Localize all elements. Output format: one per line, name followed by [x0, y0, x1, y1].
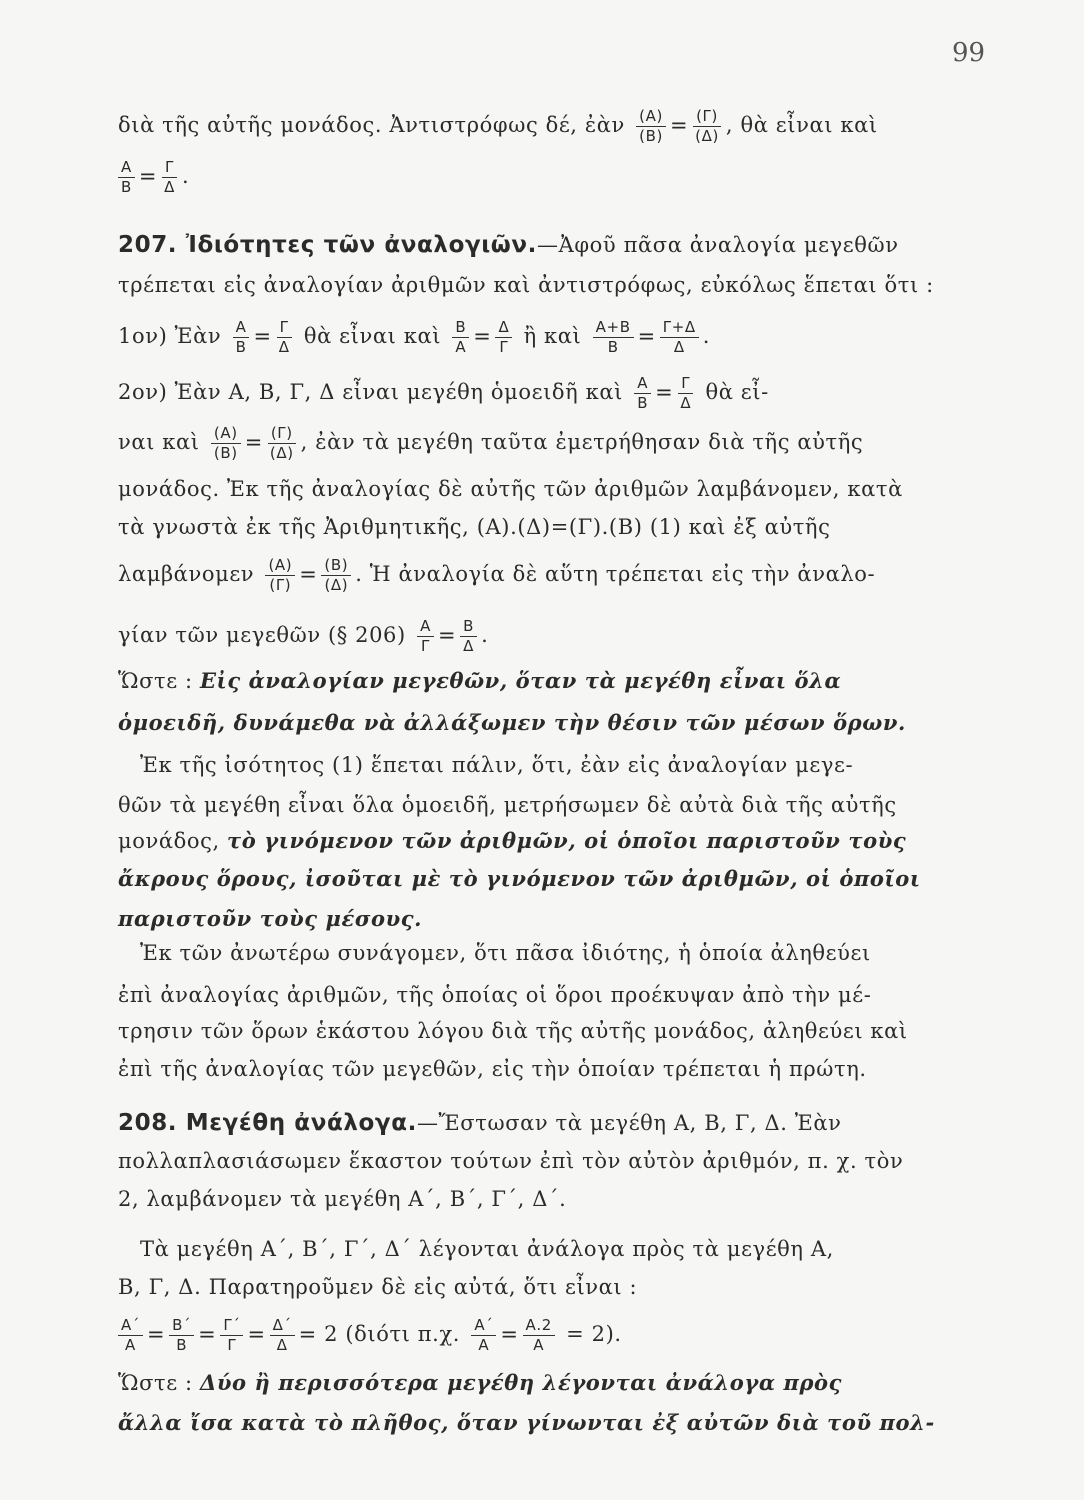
- fraction: [211, 424, 241, 463]
- text: μονάδος. Ἐκ τῆς ἀναλογίας δὲ αὐτῆς τῶν ἀριθμῶν λαμβάνομεν, κατὰ: [118, 477, 903, 501]
- text-line: [118, 826, 988, 856]
- fraction: [495, 318, 512, 357]
- numerator: Α΄: [118, 1316, 143, 1336]
- text: Τὰ μεγέθη Α΄, Β΄, Γ΄, Δ΄ λέγονται ἀνάλογα πρὸς τὰ μεγέθη Α,: [140, 1237, 834, 1261]
- fraction: [523, 1316, 555, 1355]
- numerator: Δ: [495, 318, 512, 338]
- text: 2 (διότι π.χ.: [324, 1322, 461, 1346]
- numerator: Δ΄: [270, 1316, 295, 1336]
- text: —Ἔστωσαν τὰ μεγέθη Α, Β, Γ, Δ. Ἐὰν: [416, 1111, 842, 1135]
- text: .: [702, 324, 711, 348]
- rule-statement: τὸ γινόμενον τῶν ἀριθμῶν, οἱ ὁποῖοι παριστοῦν τοὺς: [227, 828, 907, 853]
- numerator: (Γ): [268, 424, 296, 444]
- equals-sign: =: [247, 1322, 266, 1346]
- equals-sign: =: [253, 324, 272, 348]
- text: τρέπεται εἰς ἀναλογίαν ἀριθμῶν καὶ ἀντιστρόφως, εὐκόλως ἕπεται ὅτι :: [118, 273, 934, 297]
- text: λαμβάνομεν: [118, 562, 255, 586]
- text: , ἐὰν τὰ μεγέθη ταῦτα ἐμετρήθησαν διὰ τῆς αὐτῆς: [300, 430, 864, 454]
- text-line: [118, 617, 988, 656]
- section-title: 207. Ἰδιότητες τῶν ἀναλογιῶν.: [118, 232, 538, 258]
- text-line: [118, 1054, 988, 1084]
- denominator: Γ: [499, 338, 509, 356]
- text-line: [118, 270, 988, 300]
- equals-sign: =: [299, 562, 318, 586]
- numerator: Γ: [162, 158, 177, 178]
- denominator: (Δ): [324, 576, 349, 594]
- text-line: [118, 424, 988, 463]
- text: Ἐκ τῆς ἰσότητος (1) ἕπεται πάλιν, ὅτι, ἐὰν εἰς ἀναλογίαν μεγε-: [140, 753, 854, 777]
- text-line: [118, 666, 988, 696]
- text: θὰ εἶ-: [705, 380, 769, 404]
- denominator: Β: [607, 338, 619, 356]
- rule-statement: ἄκρους ὅρους, ἰσοῦται μὲ τὸ γινόμενον τῶν ἀριθμῶν, οἱ ὁποῖοι: [118, 866, 921, 891]
- text: πολλαπλασιάσωμεν ἕκαστον τούτων ἐπὶ τὸν αὐτὸν ἀριθμόν, π. χ. τὸν: [118, 1149, 904, 1173]
- fraction: [220, 1316, 243, 1355]
- text: τρησιν τῶν ὅρων ἑκάστου λόγου διὰ τῆς αὐτῆς μονάδος, ἀληθεύει καὶ: [118, 1019, 908, 1043]
- text-line: [118, 864, 988, 894]
- text-line: [118, 1368, 988, 1398]
- numerator: Α΄: [471, 1316, 496, 1336]
- rule-statement: ὁμοειδῆ, δυνάμεθα νὰ ἀλλάξωμεν τὴν θέσιν τῶν μέσων ὅρων.: [118, 710, 906, 735]
- fraction: [276, 318, 293, 357]
- numerator: Α: [118, 158, 135, 178]
- denominator: Δ: [276, 1336, 288, 1354]
- text: ναι καὶ: [118, 430, 200, 454]
- text-line: [118, 512, 988, 542]
- denominator: Δ: [164, 178, 175, 196]
- fraction: [118, 158, 135, 197]
- numerator: Α+Β: [593, 318, 634, 338]
- fraction: [593, 318, 634, 357]
- denominator: Β: [637, 394, 649, 412]
- section-heading-208: [118, 1108, 988, 1138]
- section-title: 208. Μεγέθη ἀνάλογα.: [118, 1110, 417, 1136]
- denominator: (Δ): [269, 444, 294, 462]
- numerator: Β: [460, 617, 477, 637]
- numerator: Α: [417, 617, 434, 637]
- text-line: [118, 1016, 988, 1046]
- text: 2ον) Ἐὰν Α, Β, Γ, Δ εἶναι μεγέθη ὁμοειδῆ καὶ: [118, 380, 623, 404]
- text-line: [118, 708, 988, 738]
- denominator: Δ: [680, 394, 692, 412]
- denominator: Γ: [227, 1336, 237, 1354]
- text-line: [118, 1146, 988, 1176]
- denominator: Δ: [463, 637, 475, 655]
- denominator: (Δ): [695, 127, 719, 145]
- denominator: Β: [121, 178, 132, 196]
- equals-sign: =: [198, 1322, 217, 1346]
- text: ἢ καὶ: [523, 324, 582, 348]
- numerator: Α: [634, 374, 651, 394]
- text: 2, λαμβάνομεν τὰ μεγέθη Α΄, Β΄, Γ΄, Δ΄.: [118, 1187, 567, 1211]
- numerator: (Α): [636, 107, 666, 127]
- text: διὰ τῆς αὐτῆς μονάδος. Ἀντιστρόφως δέ, ἐὰν: [118, 113, 625, 137]
- equals-sign: =: [637, 324, 656, 348]
- text: Β, Γ, Δ. Παρατηροῦμεν δὲ εἰς αὐτά, ὅτι εἶναι :: [118, 1275, 638, 1299]
- text: τὰ γνωστὰ ἐκ τῆς Ἀριθμητικῆς, (Α).(Δ)=(Γ).(Β) (1) καὶ ἐξ αὐτῆς: [118, 515, 831, 539]
- text-line: [118, 790, 988, 820]
- rule-statement: ἄλλα ἴσα κατὰ τὸ πλῆθος, ὅταν γίνωνται ἐξ αὐτῶν διὰ τοῦ πολ-: [118, 1410, 935, 1435]
- fraction: [660, 318, 699, 357]
- text-line: [118, 904, 988, 934]
- text-line: [118, 374, 988, 413]
- equals-sign: =: [669, 113, 689, 137]
- text-line: [118, 980, 988, 1010]
- numerator: (Α): [211, 424, 241, 444]
- fraction: [692, 107, 722, 146]
- text-line: [118, 1316, 988, 1355]
- denominator: Δ: [278, 338, 290, 356]
- fraction: [169, 1316, 194, 1355]
- text: γίαν τῶν μεγεθῶν (§ 206): [118, 623, 406, 647]
- text-line: [118, 107, 988, 146]
- text-line: [140, 1234, 1010, 1264]
- text-line: [140, 750, 1010, 780]
- text-line: [118, 158, 988, 197]
- denominator: (Γ): [269, 576, 292, 594]
- fraction: [634, 374, 651, 413]
- numerator: Α: [233, 318, 250, 338]
- text-line: [118, 556, 988, 595]
- rule-statement: παριστοῦν τοὺς μέσους.: [118, 906, 423, 931]
- numerator: Γ+Δ: [660, 318, 699, 338]
- equals-sign: =: [437, 623, 457, 647]
- denominator: Α: [455, 338, 467, 356]
- text: μονάδος,: [118, 829, 220, 853]
- numerator: Γ΄: [220, 1316, 243, 1336]
- numerator: (Γ): [693, 107, 721, 127]
- numerator: (Β): [321, 556, 351, 576]
- page-number: 99: [952, 38, 986, 68]
- text: Ὥστε :: [118, 669, 193, 693]
- denominator: Α: [533, 1336, 545, 1354]
- denominator: Γ: [421, 637, 431, 655]
- equals-sign: =: [298, 1322, 317, 1346]
- text-line: [118, 1408, 988, 1438]
- denominator: Α: [478, 1336, 490, 1354]
- fraction: [265, 556, 295, 595]
- fraction: [636, 107, 666, 146]
- text: .: [181, 164, 190, 188]
- denominator: Β: [235, 338, 247, 356]
- fraction: [471, 1316, 496, 1355]
- equals-sign: =: [146, 1322, 166, 1346]
- text: , θὰ εἶναι καὶ: [725, 113, 878, 137]
- rule-statement: Δύο ἢ περισσότερα μεγέθη λέγονται ἀνάλογα πρὸς: [199, 1370, 843, 1395]
- fraction: [267, 424, 297, 463]
- fraction: [460, 617, 477, 656]
- numerator: Γ: [277, 318, 292, 338]
- fraction: [452, 318, 469, 357]
- fraction: [677, 374, 694, 413]
- text: .: [481, 623, 489, 647]
- text: ἐπὶ τῆς ἀναλογίας τῶν μεγεθῶν, εἰς τὴν ὁποίαν τρέπεται ἡ πρώτη.: [118, 1057, 867, 1081]
- text: Ὥστε :: [118, 1371, 193, 1395]
- numerator: Γ: [678, 374, 693, 394]
- numerator: Α.2: [523, 1316, 555, 1336]
- text: 1ον) Ἐὰν: [118, 324, 222, 348]
- fraction: [233, 318, 250, 357]
- text: θῶν τὰ μεγέθη εἶναι ὅλα ὁμοειδῆ, μετρήσωμεν δὲ αὐτὰ διὰ τῆς αὐτῆς: [118, 793, 897, 817]
- denominator: Δ: [673, 338, 685, 356]
- text-line: [118, 474, 988, 504]
- text: = 2).: [566, 1322, 622, 1346]
- equals-sign: =: [500, 1322, 519, 1346]
- fraction: [118, 1316, 143, 1355]
- text-line: [118, 318, 988, 357]
- text-line: [118, 1272, 988, 1302]
- text: ἐπὶ ἀναλογίας ἀριθμῶν, τῆς ὁποίας οἱ ὅροι προέκυψαν ἀπὸ τὴν μέ-: [118, 983, 872, 1007]
- denominator: (Β): [639, 127, 663, 145]
- fraction: [417, 617, 434, 656]
- denominator: Β: [176, 1336, 188, 1354]
- rule-statement: Εἰς ἀναλογίαν μεγεθῶν, ὅταν τὰ μεγέθη εἶναι ὅλα: [199, 668, 842, 693]
- text: . Ἡ ἀναλογία δὲ αὕτη τρέπεται εἰς τὴν ἀναλο-: [355, 562, 876, 586]
- section-heading-207: [118, 230, 988, 260]
- text-line: [118, 1184, 988, 1214]
- numerator: Β: [452, 318, 469, 338]
- text: θὰ εἶναι καὶ: [303, 324, 442, 348]
- equals-sign: =: [655, 380, 674, 404]
- denominator: (Β): [213, 444, 238, 462]
- text: Ἐκ τῶν ἀνωτέρω συνάγομεν, ὅτι πᾶσα ἰδιότης, ἡ ὁποία ἀληθεύει: [140, 941, 871, 965]
- denominator: Α: [125, 1336, 136, 1354]
- numerator: (Α): [265, 556, 295, 576]
- text: —Ἀφοῦ πᾶσα ἀναλογία μεγεθῶν: [537, 233, 899, 257]
- text-line: [140, 938, 1010, 968]
- equals-sign: =: [138, 164, 158, 188]
- fraction: [270, 1316, 295, 1355]
- fraction: [161, 158, 178, 197]
- equals-sign: =: [473, 324, 492, 348]
- equals-sign: =: [244, 430, 263, 454]
- fraction: [321, 556, 351, 595]
- numerator: Β΄: [169, 1316, 194, 1336]
